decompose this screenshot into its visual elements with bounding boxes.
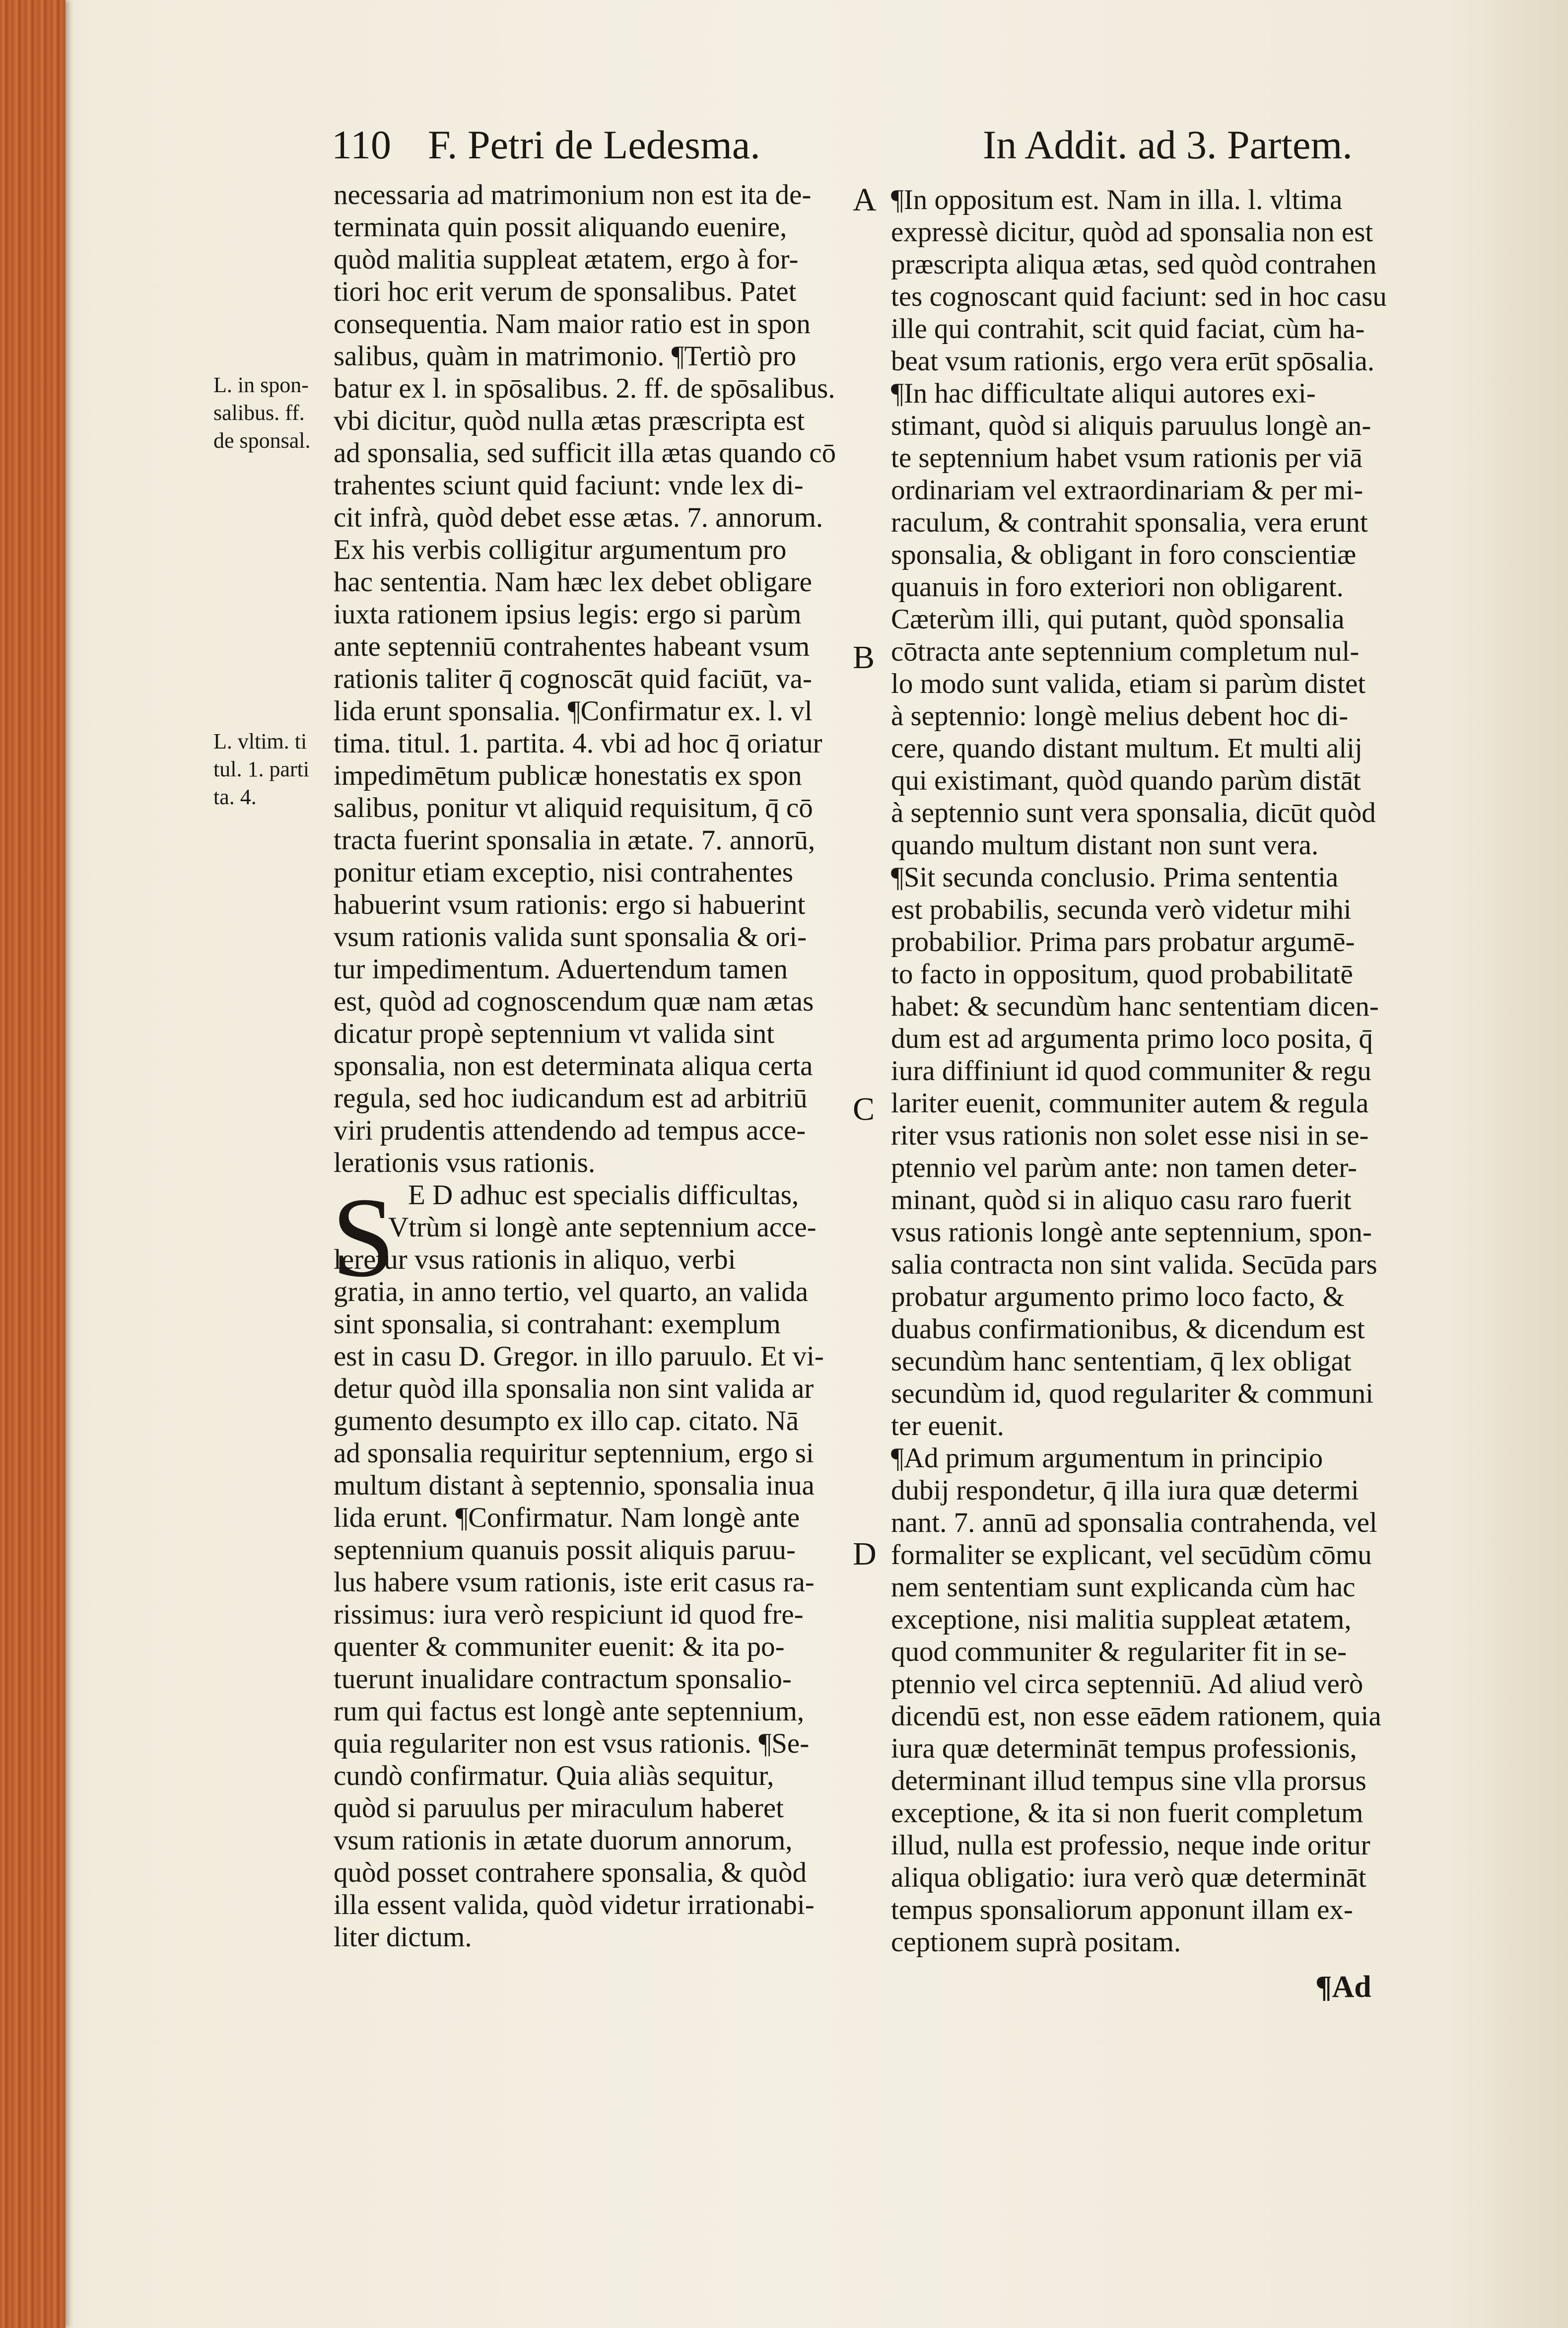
- text-line: formaliter se explicant, vel secūdùm cōmu: [891, 1539, 1372, 1571]
- text-line: E D adhuc est specialis difficultas,: [408, 1179, 799, 1211]
- marginal-note-line: L. vltim. ti: [213, 729, 307, 753]
- text-line: qui existimant, quòd quando parùm distāt: [891, 765, 1361, 796]
- text-line: leretur vsus rationis in aliquo, verbi: [334, 1244, 736, 1275]
- marginal-note-line: ta. 4.: [213, 785, 257, 809]
- section-letter-d: D: [853, 1536, 877, 1572]
- text-line: ordinariam vel extraordinariam & per mi-: [891, 475, 1363, 506]
- text-line: ¶Sit secunda conclusio. Prima sententia: [891, 862, 1339, 893]
- right-text-column: [891, 184, 1402, 1958]
- text-line: ¶In hac difficultate aliqui autores exi-: [891, 378, 1316, 409]
- text-line: iura quæ determināt tempus professionis,: [891, 1733, 1357, 1764]
- text-line: gumento desumpto ex illo cap. citato. Nā: [334, 1405, 799, 1437]
- text-line: dum est ad argumenta primo loco posita, q̄: [891, 1023, 1373, 1054]
- marginal-note-line: salibus. ff.: [213, 401, 305, 425]
- text-line: probabilior. Prima pars probatur argumē-: [891, 926, 1355, 958]
- text-line: dubij respondetur, q̄ illa iura quæ determi: [891, 1475, 1359, 1506]
- text-line: tracta fuerint sponsalia in ætate. 7. annorū,: [334, 824, 816, 856]
- text-line: multum distant à septennio, sponsalia inua: [334, 1470, 815, 1501]
- text-line: quanuis in foro exteriori non obligarent.: [891, 571, 1344, 603]
- marginal-note-line: L. in spon-: [213, 373, 309, 397]
- marginal-note-line: de sponsal.: [213, 428, 311, 453]
- marginal-note-2: [213, 728, 328, 811]
- text-line: ¶Ad primum argumentum in principio: [891, 1442, 1323, 1474]
- text-line: septennium quanuis possit aliquis paruu-: [334, 1534, 796, 1566]
- text-line: raculum, & contrahit sponsalia, vera erunt: [891, 507, 1368, 538]
- text-line: habet: & secundùm hanc sententiam dicen-: [891, 991, 1379, 1022]
- section-letter-c: C: [853, 1091, 875, 1127]
- text-line: salia contracta non sint valida. Secūda pars: [891, 1249, 1377, 1280]
- text-line: gratia, in anno tertio, vel quarto, an valida: [334, 1276, 809, 1307]
- text-line: lariter euenit, communiter autem & regula: [891, 1088, 1369, 1119]
- text-line: necessaria ad matrimonium non est ita de-: [334, 179, 812, 210]
- text-line: te septennium habet vsum rationis per viā: [891, 442, 1363, 474]
- text-line: quòd si paruulus per miraculum haberet: [334, 1792, 784, 1824]
- text-line: vsum rationis in ætate duorum annorum,: [334, 1825, 793, 1856]
- page-fore-edge: [0, 0, 66, 2328]
- text-line: quod communiter & regulariter fit in se-: [891, 1636, 1347, 1667]
- text-line: quenter & communiter euenit: & ita po-: [334, 1631, 785, 1662]
- page-number: 110: [332, 122, 391, 167]
- text-line: liter dictum.: [334, 1921, 472, 1953]
- text-line: lida erunt. ¶Confirmatur. Nam longè ante: [334, 1502, 800, 1533]
- text-line: rationis taliter q̄ cognoscāt quid faciūt, va-: [334, 663, 812, 694]
- section-letter-b: B: [853, 639, 875, 676]
- text-line: quia regulariter non est vsus rationis. ¶Se-: [334, 1728, 810, 1759]
- text-line: est probabilis, secunda verò videtur mihi: [891, 894, 1352, 925]
- text-line: quòd posset contrahere sponsalia, & quòd: [334, 1857, 807, 1888]
- text-line: quòd malitia suppleat ætatem, ergo à for-: [334, 244, 799, 275]
- text-line: hac sententia. Nam hæc lex debet obligare: [334, 566, 812, 598]
- text-line: salibus, quàm in matrimonio. ¶Tertiò pro: [334, 341, 797, 372]
- text-line: aliqua obligatio: iura verò quæ determināt: [891, 1862, 1366, 1893]
- text-line: expressè dicitur, quòd ad sponsalia non est: [891, 216, 1373, 248]
- text-line: ptennio vel circa septenniū. Ad aliud verò: [891, 1668, 1363, 1700]
- text-line: ter euenit.: [891, 1410, 1004, 1441]
- text-line: est, quòd ad cognoscendum quæ nam ætas: [334, 986, 814, 1017]
- text-line: tes cognoscant quid faciunt: sed in hoc casu: [891, 281, 1387, 312]
- text-line: tiori hoc erit verum de sponsalibus. Patet: [334, 276, 797, 307]
- text-line: vsus rationis longè ante septennium, spon-: [891, 1217, 1372, 1248]
- text-line: impedimētum publicæ honestatis ex spon: [334, 760, 802, 791]
- text-line: rissimus: iura verò respiciunt id quod fre-: [334, 1599, 804, 1630]
- text-line: tempus sponsaliorum apponunt illam ex-: [891, 1894, 1353, 1925]
- text-line: à septennio: longè melius debent hoc di-: [891, 700, 1349, 732]
- catchword: ¶Ad: [1315, 1970, 1371, 2004]
- text-line: terminata quin possit aliquando euenire,: [334, 211, 787, 243]
- running-head-author: F. Petri de Ledesma.: [428, 122, 760, 167]
- text-line: ad sponsalia, sed sufficit illa ætas quando cō: [334, 437, 836, 469]
- text-line: tur impedimentum. Aduertendum tamen: [334, 954, 788, 985]
- text-line: rum qui factus est longè ante septennium,: [334, 1696, 805, 1727]
- text-line: tuerunt inualidare contractum sponsalio-: [334, 1663, 792, 1695]
- drop-cap-initial: S: [332, 1174, 395, 1301]
- text-line: tima. titul. 1. partita. 4. vbi ad hoc q̄ oriatur: [334, 728, 822, 759]
- text-line: exceptione, nisi malitia suppleat ætatem,: [891, 1604, 1352, 1635]
- text-line: cere, quando distant multum. Et multi alij: [891, 733, 1363, 764]
- text-line: lo modo sunt valida, etiam si parùm distet: [891, 668, 1366, 699]
- text-line: ponitur etiam exceptio, nisi contrahentes: [334, 857, 793, 888]
- text-line: trahentes sciunt quid faciunt: vnde lex di-: [334, 470, 804, 501]
- text-line: ad sponsalia requiritur septennium, ergo si: [334, 1438, 814, 1469]
- text-line: ¶In oppositum est. Nam in illa. l. vltima: [891, 184, 1343, 215]
- text-line: nem sententiam sunt explicanda cùm hac: [891, 1572, 1356, 1603]
- text-line: sponsalia, non est determinata aliqua certa: [334, 1050, 813, 1082]
- text-line: batur ex l. in spōsalibus. 2. ff. de spōsalibus.: [334, 373, 835, 404]
- text-line: iuxta rationem ipsius legis: ergo si parùm: [334, 599, 802, 630]
- text-line: cundò confirmatur. Quia aliàs sequitur,: [334, 1760, 774, 1791]
- text-line: vsum rationis valida sunt sponsalia & ori-: [334, 921, 807, 953]
- text-line: viri prudentis attendendo ad tempus acce-: [334, 1115, 806, 1146]
- text-line: salibus, ponitur vt aliquid requisitum, q̄ cō: [334, 792, 813, 823]
- text-line: illud, nulla est professio, neque inde oritur: [891, 1830, 1370, 1861]
- text-line: Cæterùm illi, qui putant, quòd sponsalia: [891, 604, 1345, 635]
- text-line: est in casu D. Gregor. in illo paruulo. Et vi-: [334, 1341, 824, 1372]
- marginal-note-1: [213, 371, 328, 455]
- text-line: vbi dicitur, quòd nulla ætas præscripta est: [334, 405, 805, 436]
- text-line: duabus confirmationibus, & dicendum est: [891, 1313, 1365, 1345]
- text-line: secundùm hanc sententiam, q̄ lex obligat: [891, 1346, 1352, 1377]
- section-letter-a: A: [853, 182, 877, 218]
- text-line: secundùm id, quod regulariter & communi: [891, 1378, 1373, 1409]
- text-line: sponsalia, & obligant in foro conscientiæ: [891, 539, 1357, 570]
- text-line: beat vsum rationis, ergo vera erūt spōsalia.: [891, 345, 1375, 377]
- text-line: præscripta aliqua ætas, sed quòd contrahen: [891, 249, 1377, 280]
- text-line: consequentia. Nam maior ratio est in spon: [334, 308, 811, 340]
- text-line: nant. 7. annū ad sponsalia contrahenda, vel: [891, 1507, 1377, 1538]
- text-line: à septennio sunt vera sponsalia, dicūt quòd: [891, 797, 1376, 828]
- text-line: habuerint vsum rationis: ergo si habuerint: [334, 889, 806, 920]
- text-line: dicendū est, non esse eādem rationem, quia: [891, 1701, 1381, 1732]
- text-line: Ex his verbis colligitur argumentum pro: [334, 534, 787, 565]
- text-line: exceptione, & ita si non fuerit completum: [891, 1797, 1363, 1829]
- text-line: ptennio vel parùm ante: non tamen deter-: [891, 1152, 1358, 1183]
- text-line: detur quòd illa sponsalia non sint valida ar: [334, 1373, 814, 1404]
- text-line: sint sponsalia, si contrahant: exemplum: [334, 1308, 781, 1340]
- left-text-column: [334, 179, 837, 1953]
- text-line: lida erunt sponsalia. ¶Confirmatur ex. l. vl: [334, 695, 813, 727]
- running-head-section: In Addit. ad 3. Partem.: [983, 122, 1353, 167]
- text-line: to facto in oppositum, quod probabilitatē: [891, 959, 1353, 990]
- text-line: riter vsus rationis non solet esse nisi in se-: [891, 1120, 1369, 1151]
- text-line: cōtracta ante septennium completum nul-: [891, 636, 1360, 667]
- text-line: dicatur propè septennium vt valida sint: [334, 1018, 775, 1049]
- text-line: iura diffiniunt id quod communiter & regu: [891, 1055, 1371, 1087]
- marginal-note-line: tul. 1. parti: [213, 757, 310, 781]
- text-line: determinant illud tempus sine vlla prorsus: [891, 1765, 1366, 1796]
- text-line: ceptionem suprà positam.: [891, 1926, 1181, 1958]
- text-line: illa essent valida, quòd videtur irrationabi-: [334, 1889, 815, 1920]
- text-line: ille qui contrahit, scit quid faciat, cùm ha-: [891, 313, 1365, 344]
- text-line: Vtrùm si longè ante septennium acce-: [388, 1212, 817, 1243]
- text-line: cit infrà, quòd debet esse ætas. 7. annorum.: [334, 502, 823, 533]
- text-line: regula, sed hoc iudicandum est ad arbitriū: [334, 1083, 808, 1114]
- text-line: minant, quòd si in aliquo casu raro fuerit: [891, 1184, 1352, 1216]
- text-line: ante septenniū contrahentes habeant vsum: [334, 631, 810, 662]
- text-line: quando multum distant non sunt vera.: [891, 829, 1319, 861]
- text-line: lus habere vsum rationis, iste erit casus ra-: [334, 1567, 815, 1598]
- text-line: probatur argumento primo loco facto, &: [891, 1281, 1345, 1312]
- text-line: lerationis vsus rationis.: [334, 1147, 596, 1178]
- text-line: stimant, quòd si aliquis paruulus longè an-: [891, 410, 1371, 441]
